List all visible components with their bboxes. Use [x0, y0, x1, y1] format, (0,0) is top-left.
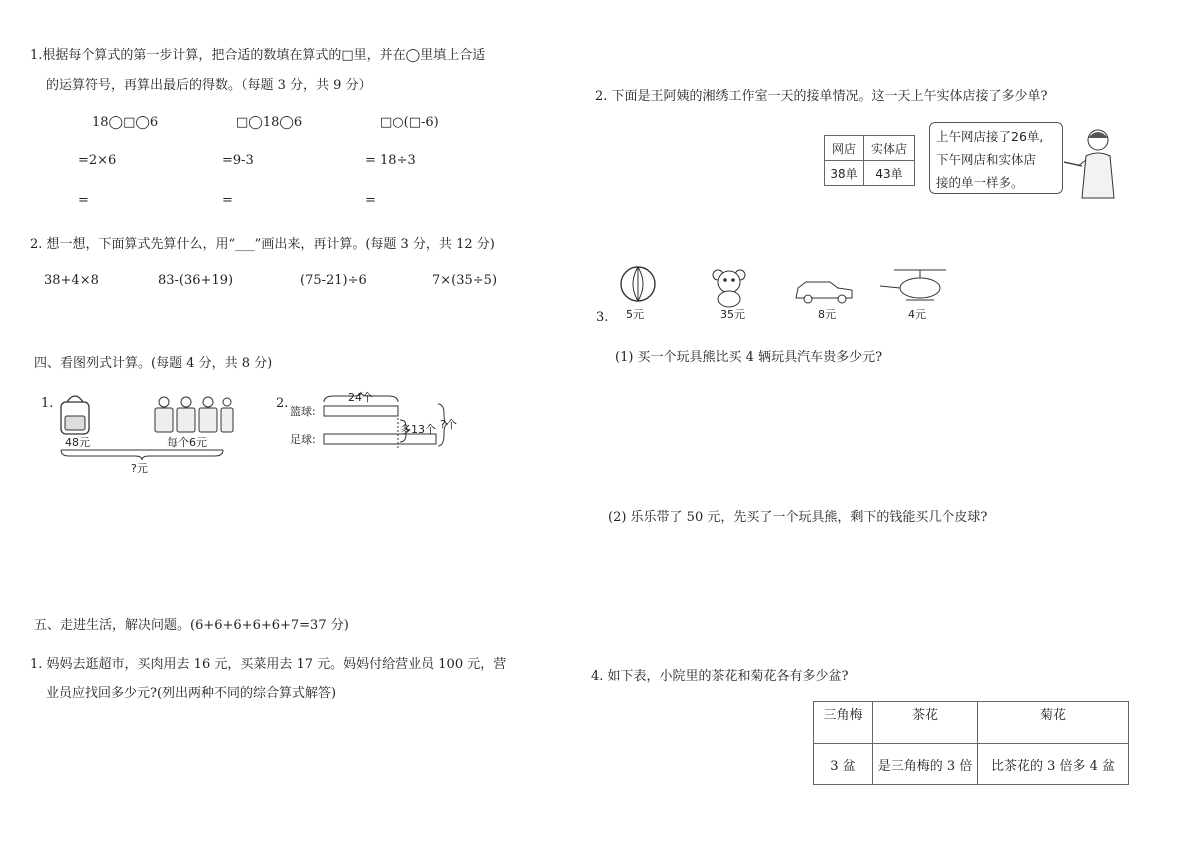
q2-instruction: 2. 想一想，下面算式先算什么，用“___”画出来，再计算。(每题 3 分，共 12 分)	[30, 237, 495, 252]
q1-step-3: = 18÷3	[365, 153, 416, 168]
q1-expression-1: 18◯□◯6	[92, 115, 159, 130]
section-4-title: 四、看图列式计算。(每题 4 分，共 8 分)	[34, 356, 273, 371]
order-table-header-online: 网店	[825, 136, 864, 161]
fig2-basketball-label: 篮球:	[290, 405, 316, 418]
flower-table-value-camellia: 是三角梅的 3 倍	[873, 744, 978, 785]
bear-price: 35元	[720, 308, 745, 321]
flower-table-value-chrysanthemum: 比茶花的 3 倍多 4 盆	[978, 744, 1129, 785]
fig2-top-label: 24个	[348, 391, 373, 404]
backpack-icon	[61, 396, 89, 434]
bear-icon	[713, 270, 745, 307]
car-price: 8元	[818, 308, 836, 321]
toy-row	[616, 262, 956, 324]
ball-price: 5元	[626, 308, 644, 321]
q1-step-1: =2×6	[78, 153, 117, 168]
ball-icon	[621, 267, 655, 301]
p2-question: 2. 下面是王阿姨的湘绣工作室一天的接单情况。这一天上午实体店接了多少单?	[595, 89, 1048, 104]
q2-expression-4: 7×(35÷5)	[432, 273, 498, 288]
fig2-total-label: ?个	[440, 418, 457, 431]
fig1-number: 1.	[41, 396, 54, 411]
p3-subquestion-2: (2) 乐乐带了 50 元，先买了一个玩具熊，剩下的钱能买几个皮球?	[608, 510, 988, 525]
order-table-header-store: 实体店	[864, 136, 915, 161]
order-table-value-online: 38单	[825, 161, 864, 186]
fig2-diagram	[288, 388, 468, 458]
fig2-football-label: 足球:	[290, 433, 316, 446]
q2-expression-1: 38+4×8	[44, 273, 99, 288]
p4-question: 4. 如下表，小院里的茶花和菊花各有多少盆?	[591, 669, 849, 684]
fig2-number: 2.	[276, 396, 289, 411]
teacher-icon	[1064, 126, 1126, 200]
q1-result-1: =	[78, 193, 89, 208]
q1-instruction-line2: 的运算符号，再算出最后的得数。（每题 3 分，共 9 分）	[46, 78, 372, 93]
q1-step-2: =9-3	[222, 153, 254, 168]
fig1-diagram	[55, 388, 235, 476]
speech-bubble	[929, 122, 1063, 194]
q1-expression-3: □○(□-6)	[380, 115, 439, 130]
p3-number: 3.	[596, 310, 609, 325]
fig1-price-label: 48元	[65, 436, 90, 449]
order-table	[824, 135, 915, 186]
q2-expression-2: 83-(36+19)	[158, 273, 234, 288]
s5-problem1-line2: 业员应找回多少元?(列出两种不同的综合算式解答)	[46, 686, 337, 701]
fig1-each-label: 每个6元	[167, 436, 207, 449]
section-5-title: 五、走进生活，解决问题。(6+6+6+6+6+7=37 分)	[34, 618, 349, 633]
speech-bubble-line2: 下午网店和实体店	[936, 152, 1037, 167]
car-icon	[796, 282, 852, 303]
flower-table-header-chrysanthemum: 菊花	[978, 702, 1129, 744]
q1-instruction-line1: 1.根据每个算式的第一步计算，把合适的数填在算式的□里，并在◯里填上合适	[30, 48, 486, 63]
pencil-sharpener-icon	[155, 397, 233, 432]
q2-expression-3: (75-21)÷6	[300, 273, 367, 288]
flower-table-header-camellia: 茶花	[873, 702, 978, 744]
q1-result-2: =	[222, 193, 233, 208]
speech-bubble-line3: 接的单一样多。	[936, 175, 1024, 190]
flower-table-header-bougainvillea: 三角梅	[814, 702, 873, 744]
order-table-value-store: 43单	[864, 161, 915, 186]
fig1-total-label: ?元	[131, 462, 148, 475]
flower-table-value-bougainvillea: 3 盆	[814, 744, 873, 785]
fig2-diff-label: 多13个	[400, 423, 436, 436]
helicopter-price: 4元	[908, 308, 926, 321]
helicopter-icon	[880, 270, 946, 300]
p3-subquestion-1: (1) 买一个玩具熊比买 4 辆玩具汽车贵多少元?	[615, 350, 883, 365]
s5-problem1-line1: 1. 妈妈去逛超市，买肉用去 16 元，买菜用去 17 元。妈妈付给营业员 100 元，营	[30, 657, 507, 672]
q1-expression-2: □◯18◯6	[236, 115, 303, 130]
flower-table	[813, 701, 1129, 785]
speech-bubble-line1: 上午网店接了26单,	[936, 129, 1044, 144]
q1-result-3: =	[365, 193, 376, 208]
